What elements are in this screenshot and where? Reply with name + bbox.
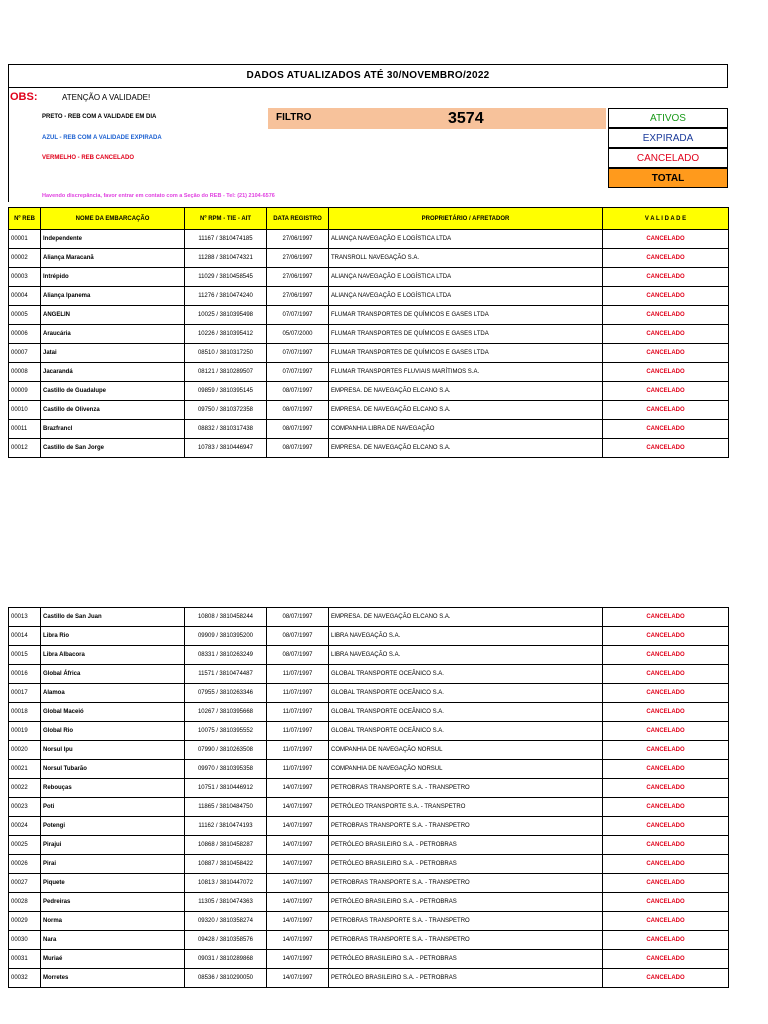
cell-validity: CANCELADO [603,439,729,458]
cell-owner: FLUMAR TRANSPORTES DE QUÍMICOS E GASES LTDA [329,325,603,344]
cell-vessel-name: Castillo de San Jorge [41,439,185,458]
table-row [9,249,729,268]
cell-owner: PETRÓLEO BRASILEIRO S.A. - PETROBRAS [329,855,603,874]
filter-box[interactable] [268,108,606,129]
cell-vessel-name: Jatai [41,344,185,363]
cell-vessel-name: Muriaé [41,950,185,969]
cell-rpm: 10887 / 3810458422 [185,855,267,874]
cell-owner: EMPRESA. DE NAVEGAÇÃO ELCANO S.A. [329,382,603,401]
cell-rpm: 08331 / 3810263249 [185,646,267,665]
cell-date: 14/07/1997 [267,779,329,798]
table-row [9,627,729,646]
cell-vessel-name: Norma [41,912,185,931]
cell-vessel-name: Intrépido [41,268,185,287]
cell-vessel-name: Morretes [41,969,185,988]
cell-owner: FLUMAR TRANSPORTES FLUVIAIS MARÍTIMOS S.A. [329,363,603,382]
table-row [9,325,729,344]
cell-owner: PETRÓLEO TRANSPORTE S.A. - TRANSPETRO [329,798,603,817]
cell-rpm: 09428 / 3810358576 [185,931,267,950]
col-header-owner: PROPRIETÁRIO / AFRETADOR [329,208,603,230]
cell-reb: 00028 [9,893,41,912]
table-row [9,950,729,969]
cell-date: 11/07/1997 [267,760,329,779]
cell-rpm: 09859 / 3810395145 [185,382,267,401]
cell-rpm: 11571 / 3810474487 [185,665,267,684]
cell-validity: CANCELADO [603,401,729,420]
cell-reb: 00025 [9,836,41,855]
cell-date: 08/07/1997 [267,646,329,665]
cell-rpm: 11865 / 3810484750 [185,798,267,817]
table-row [9,912,729,931]
cell-validity: CANCELADO [603,798,729,817]
cell-vessel-name: Rebouças [41,779,185,798]
cell-date: 05/07/2000 [267,325,329,344]
cell-validity: CANCELADO [603,817,729,836]
cell-validity: CANCELADO [603,382,729,401]
cell-owner: EMPRESA. DE NAVEGAÇÃO ELCANO S.A. [329,401,603,420]
cell-owner: PETRÓLEO BRASILEIRO S.A. - PETROBRAS [329,969,603,988]
cell-reb: 00011 [9,420,41,439]
cell-rpm: 07990 / 3810263508 [185,741,267,760]
cell-date: 27/06/1997 [267,249,329,268]
cell-rpm: 09909 / 3810395200 [185,627,267,646]
cell-validity: CANCELADO [603,969,729,988]
cell-reb: 00027 [9,874,41,893]
cell-vessel-name: Castillo de San Juan [41,608,185,627]
col-header-validity: V A L I D A D E [603,208,729,230]
cell-date: 11/07/1997 [267,665,329,684]
cell-rpm: 11167 / 3810474185 [185,230,267,249]
cell-owner: PETROBRAS TRANSPORTE S.A. - TRANSPETRO [329,931,603,950]
cell-rpm: 08536 / 3810290050 [185,969,267,988]
cell-owner: PETROBRAS TRANSPORTE S.A. - TRANSPETRO [329,874,603,893]
cell-vessel-name: Poti [41,798,185,817]
cell-validity: CANCELADO [603,836,729,855]
cell-owner: PETRÓLEO BRASILEIRO S.A. - PETROBRAS [329,950,603,969]
obs-note: ATENÇÃO A VALIDADE! [62,93,151,102]
status-expirada: EXPIRADA [608,128,728,148]
cell-owner: FLUMAR TRANSPORTES DE QUÍMICOS E GASES LTDA [329,344,603,363]
cell-validity: CANCELADO [603,627,729,646]
cell-vessel-name: Norsul Ipu [41,741,185,760]
cell-owner: COMPANHIA LIBRA DE NAVEGAÇÃO [329,420,603,439]
table-row [9,363,729,382]
cell-date: 11/07/1997 [267,741,329,760]
cell-reb: 00009 [9,382,41,401]
cell-rpm: 07955 / 3810263346 [185,684,267,703]
cell-owner: ALIANÇA NAVEGAÇÃO E LOGÍSTICA LTDA [329,230,603,249]
table-row [9,306,729,325]
registry-table-bottom [8,607,729,988]
cell-validity: CANCELADO [603,684,729,703]
cell-validity: CANCELADO [603,287,729,306]
status-ativos: ATIVOS [608,108,728,128]
table-row [9,874,729,893]
cell-reb: 00012 [9,439,41,458]
col-header-date: DATA REGISTRO [267,208,329,230]
cell-vessel-name: Alamoa [41,684,185,703]
cell-reb: 00015 [9,646,41,665]
table-row [9,665,729,684]
cell-reb: 00016 [9,665,41,684]
cell-reb: 00002 [9,249,41,268]
cell-reb: 00020 [9,741,41,760]
cell-date: 14/07/1997 [267,836,329,855]
table-row [9,931,729,950]
cell-reb: 00032 [9,969,41,988]
cell-rpm: 10075 / 3810395552 [185,722,267,741]
cell-reb: 00017 [9,684,41,703]
cell-vessel-name: Independente [41,230,185,249]
cell-date: 27/06/1997 [267,230,329,249]
cell-date: 08/07/1997 [267,401,329,420]
table-row [9,268,729,287]
cell-rpm: 09320 / 3810358274 [185,912,267,931]
cell-vessel-name: Libra Albacora [41,646,185,665]
cell-owner: EMPRESA. DE NAVEGAÇÃO ELCANO S.A. [329,439,603,458]
cell-reb: 00010 [9,401,41,420]
table-row [9,646,729,665]
table-row [9,703,729,722]
table-row [9,741,729,760]
cell-validity: CANCELADO [603,325,729,344]
cell-rpm: 10868 / 3810458287 [185,836,267,855]
cell-vessel-name: ANGELIN [41,306,185,325]
cell-validity: CANCELADO [603,420,729,439]
table-row [9,855,729,874]
cell-owner: TRANSROLL NAVEGAÇÃO S.A. [329,249,603,268]
cell-validity: CANCELADO [603,722,729,741]
cell-reb: 00018 [9,703,41,722]
table-row [9,893,729,912]
table-row [9,969,729,988]
cell-rpm: 08832 / 3810317438 [185,420,267,439]
cell-date: 08/07/1997 [267,420,329,439]
cell-date: 07/07/1997 [267,363,329,382]
status-total: TOTAL [608,168,728,188]
cell-rpm: 11276 / 3810474240 [185,287,267,306]
cell-validity: CANCELADO [603,874,729,893]
cell-vessel-name: Aliança Ipanema [41,287,185,306]
cell-rpm: 09031 / 3810289868 [185,950,267,969]
table-row [9,836,729,855]
cell-reb: 00013 [9,608,41,627]
cell-owner: GLOBAL TRANSPORTE OCEÂNICO S.A. [329,684,603,703]
table-row [9,684,729,703]
cell-vessel-name: Aliança Maracanã [41,249,185,268]
cell-validity: CANCELADO [603,363,729,382]
cell-vessel-name: Global Rio [41,722,185,741]
cell-reb: 00006 [9,325,41,344]
cell-vessel-name: Castillo de Olivenza [41,401,185,420]
cell-reb: 00019 [9,722,41,741]
cell-reb: 00024 [9,817,41,836]
cell-reb: 00014 [9,627,41,646]
cell-rpm: 10751 / 3810446912 [185,779,267,798]
cell-owner: GLOBAL TRANSPORTE OCEÂNICO S.A. [329,703,603,722]
table-row [9,420,729,439]
col-header-name: NOME DA EMBARCAÇÃO [41,208,185,230]
col-header-rpm: Nº RPM - TIE - AIT [185,208,267,230]
cell-reb: 00031 [9,950,41,969]
cell-rpm: 09750 / 3810372358 [185,401,267,420]
cell-vessel-name: Nara [41,931,185,950]
cell-date: 14/07/1997 [267,950,329,969]
cell-date: 07/07/1997 [267,306,329,325]
filter-value: 3574 [448,110,484,127]
cell-validity: CANCELADO [603,779,729,798]
discrepancy-note: Havendo discrepância, favor entrar em contato com a Seção do REB - Tel: (21) 2104-6576 [42,193,275,199]
cell-validity: CANCELADO [603,703,729,722]
cell-owner: COMPANHIA DE NAVEGAÇÃO NORSUL [329,760,603,779]
cell-reb: 00030 [9,931,41,950]
cell-rpm: 11288 / 3810474321 [185,249,267,268]
cell-rpm: 08121 / 3810289507 [185,363,267,382]
frame-divider [8,88,9,202]
cell-date: 14/07/1997 [267,969,329,988]
cell-reb: 00026 [9,855,41,874]
cell-rpm: 08510 / 3810317250 [185,344,267,363]
cell-rpm: 10267 / 3810395668 [185,703,267,722]
cell-vessel-name: Global Maceió [41,703,185,722]
col-header-reb: Nº REB [9,208,41,230]
cell-rpm: 10813 / 3810447072 [185,874,267,893]
cell-validity: CANCELADO [603,893,729,912]
cell-vessel-name: Pirajui [41,836,185,855]
cell-owner: COMPANHIA DE NAVEGAÇÃO NORSUL [329,741,603,760]
cell-reb: 00022 [9,779,41,798]
table-row [9,817,729,836]
cell-rpm: 10226 / 3810395412 [185,325,267,344]
cell-owner: LIBRA NAVEGAÇÃO S.A. [329,646,603,665]
cell-owner: FLUMAR TRANSPORTES DE QUÍMICOS E GASES LTDA [329,306,603,325]
cell-rpm: 10025 / 3810395498 [185,306,267,325]
table-row [9,439,729,458]
cell-owner: PETRÓLEO BRASILEIRO S.A. - PETROBRAS [329,893,603,912]
cell-rpm: 11305 / 3810474363 [185,893,267,912]
cell-rpm: 11029 / 3810458545 [185,268,267,287]
cell-reb: 00021 [9,760,41,779]
cell-validity: CANCELADO [603,230,729,249]
cell-owner: GLOBAL TRANSPORTE OCEÂNICO S.A. [329,722,603,741]
obs-label: OBS: [10,91,38,103]
filter-label: FILTRO [276,112,312,123]
cell-owner: ALIANÇA NAVEGAÇÃO E LOGÍSTICA LTDA [329,268,603,287]
cell-reb: 00003 [9,268,41,287]
cell-owner: PETROBRAS TRANSPORTE S.A. - TRANSPETRO [329,779,603,798]
cell-owner: EMPRESA. DE NAVEGAÇÃO ELCANO S.A. [329,608,603,627]
cell-validity: CANCELADO [603,760,729,779]
table-row [9,401,729,420]
cell-validity: CANCELADO [603,950,729,969]
cell-date: 07/07/1997 [267,344,329,363]
table-row [9,382,729,401]
cell-rpm: 11162 / 3810474193 [185,817,267,836]
cell-vessel-name: Libra Rio [41,627,185,646]
cell-date: 27/06/1997 [267,287,329,306]
table-row [9,287,729,306]
cell-date: 08/07/1997 [267,382,329,401]
cell-date: 27/06/1997 [267,268,329,287]
table-header-row [9,208,729,230]
legend-item-black: PRETO - REB COM A VALIDADE EM DIA [42,114,157,120]
table-row [9,779,729,798]
cell-date: 11/07/1997 [267,703,329,722]
table-row [9,344,729,363]
table-row [9,760,729,779]
cell-vessel-name: Brazfrancl [41,420,185,439]
cell-owner: ALIANÇA NAVEGAÇÃO E LOGÍSTICA LTDA [329,287,603,306]
cell-validity: CANCELADO [603,855,729,874]
registry-table-top [8,207,729,458]
cell-date: 08/07/1997 [267,608,329,627]
cell-date: 14/07/1997 [267,874,329,893]
cell-owner: PETROBRAS TRANSPORTE S.A. - TRANSPETRO [329,817,603,836]
cell-vessel-name: Norsul Tubarão [41,760,185,779]
cell-date: 08/07/1997 [267,627,329,646]
cell-owner: PETRÓLEO BRASILEIRO S.A. - PETROBRAS [329,836,603,855]
cell-date: 11/07/1997 [267,684,329,703]
table-row [9,798,729,817]
cell-vessel-name: Castillo de Guadalupe [41,382,185,401]
cell-validity: CANCELADO [603,249,729,268]
cell-validity: CANCELADO [603,665,729,684]
cell-rpm: 10783 / 3810446947 [185,439,267,458]
table-row [9,608,729,627]
legend-item-red: VERMELHO - REB CANCELADO [42,155,135,161]
cell-date: 14/07/1997 [267,798,329,817]
page-title: DADOS ATUALIZADOS ATÉ 30/NOVEMBRO/2022 [8,64,728,88]
cell-validity: CANCELADO [603,306,729,325]
cell-validity: CANCELADO [603,931,729,950]
cell-date: 11/07/1997 [267,722,329,741]
cell-date: 14/07/1997 [267,912,329,931]
cell-rpm: 09970 / 3810395358 [185,760,267,779]
cell-validity: CANCELADO [603,741,729,760]
cell-vessel-name: Jacarandá [41,363,185,382]
cell-reb: 00023 [9,798,41,817]
cell-owner: PETROBRAS TRANSPORTE S.A. - TRANSPETRO [329,912,603,931]
cell-date: 14/07/1997 [267,855,329,874]
cell-date: 14/07/1997 [267,893,329,912]
legend-item-blue: AZUL - REB COM A VALIDADE EXPIRADA [42,135,162,141]
cell-vessel-name: Pedreiras [41,893,185,912]
table-row [9,230,729,249]
cell-validity: CANCELADO [603,344,729,363]
table-row [9,722,729,741]
cell-vessel-name: Global África [41,665,185,684]
cell-reb: 00007 [9,344,41,363]
cell-vessel-name: Piquete [41,874,185,893]
cell-reb: 00029 [9,912,41,931]
cell-reb: 00001 [9,230,41,249]
cell-reb: 00008 [9,363,41,382]
cell-validity: CANCELADO [603,608,729,627]
cell-rpm: 10808 / 3810458244 [185,608,267,627]
cell-vessel-name: Potengi [41,817,185,836]
cell-validity: CANCELADO [603,646,729,665]
cell-reb: 00004 [9,287,41,306]
cell-owner: GLOBAL TRANSPORTE OCEÂNICO S.A. [329,665,603,684]
cell-date: 08/07/1997 [267,439,329,458]
cell-owner: LIBRA NAVEGAÇÃO S.A. [329,627,603,646]
status-cancelado: CANCELADO [608,148,728,168]
cell-vessel-name: Pirai [41,855,185,874]
cell-date: 14/07/1997 [267,817,329,836]
cell-reb: 00005 [9,306,41,325]
cell-date: 14/07/1997 [267,931,329,950]
cell-validity: CANCELADO [603,912,729,931]
cell-validity: CANCELADO [603,268,729,287]
cell-vessel-name: Araucária [41,325,185,344]
